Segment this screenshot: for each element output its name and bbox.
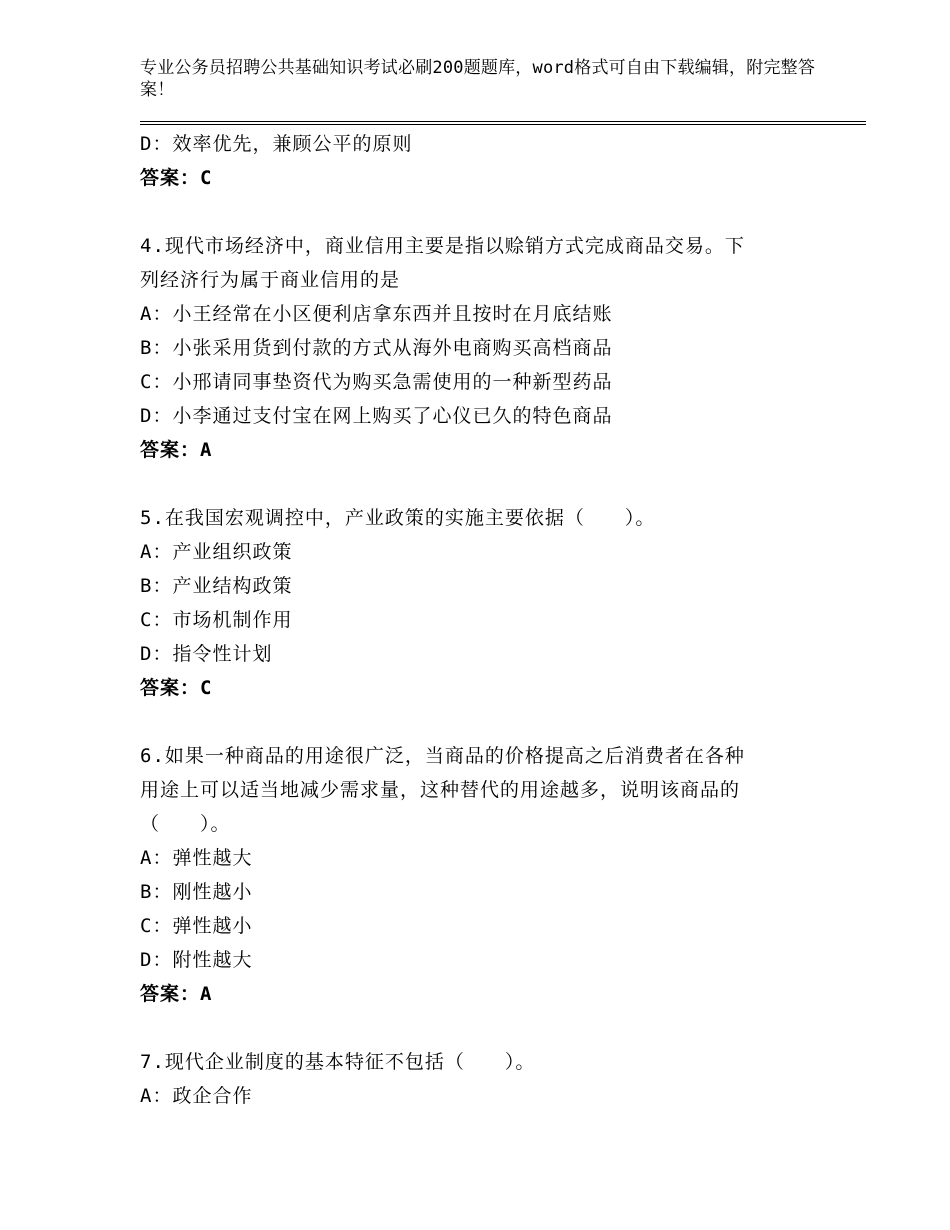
option-d: D：效率优先，兼顾公平的原则	[140, 133, 413, 155]
question-stem: 6.如果一种商品的用途很广泛，当商品的价格提高之后消费者在各种	[140, 745, 745, 767]
question-stem: 5.在我国宏观调控中，产业政策的实施主要依据（ ）。	[140, 507, 656, 529]
option-b: B：小张采用货到付款的方式从海外电商购买高档商品	[140, 337, 613, 359]
option-a: A：政企合作	[140, 1085, 253, 1107]
answer: 答案：A	[140, 439, 213, 461]
question-content	[140, 127, 820, 1113]
question-5	[140, 501, 820, 705]
spacer	[140, 467, 820, 501]
answer: 答案：A	[140, 983, 213, 1005]
question-stem: 列经济行为属于商业信用的是	[140, 269, 401, 291]
answer: 答案：C	[140, 677, 213, 699]
question-4	[140, 229, 820, 467]
question-stem: 4.现代市场经济中，商业信用主要是指以赊销方式完成商品交易。下	[140, 235, 745, 257]
page-header: 专业公务员招聘公共基础知识考试必刷200题题库，word格式可自由下载编辑，附完整答案！	[140, 58, 816, 100]
spacer	[140, 705, 820, 739]
question-stem: （ ）。	[140, 813, 231, 835]
spacer	[140, 1011, 820, 1045]
question-stem: 用途上可以适当地减少需求量，这种替代的用途越多，说明该商品的	[140, 779, 741, 801]
option-d: D：指令性计划	[140, 643, 273, 665]
option-d: D：小李通过支付宝在网上购买了心仪已久的特色商品	[140, 405, 613, 427]
answer: 答案：C	[140, 167, 213, 189]
option-c: C：弹性越小	[140, 915, 253, 937]
question-6	[140, 739, 820, 1011]
question-stem: 7.现代企业制度的基本特征不包括（ ）。	[140, 1051, 536, 1073]
option-b: B：刚性越小	[140, 881, 253, 903]
header-rule-top	[140, 121, 866, 122]
option-d: D：附性越大	[140, 949, 253, 971]
option-b: B：产业结构政策	[140, 575, 293, 597]
option-c: C：小邢请同事垫资代为购买急需使用的一种新型药品	[140, 371, 613, 393]
option-a: A：小王经常在小区便利店拿东西并且按时在月底结账	[140, 303, 613, 325]
option-a: A：弹性越大	[140, 847, 253, 869]
question-3-tail	[140, 127, 820, 195]
header-rule-bottom	[140, 124, 866, 125]
spacer	[140, 195, 820, 229]
question-7	[140, 1045, 820, 1113]
option-a: A：产业组织政策	[140, 541, 293, 563]
option-c: C：市场机制作用	[140, 609, 293, 631]
